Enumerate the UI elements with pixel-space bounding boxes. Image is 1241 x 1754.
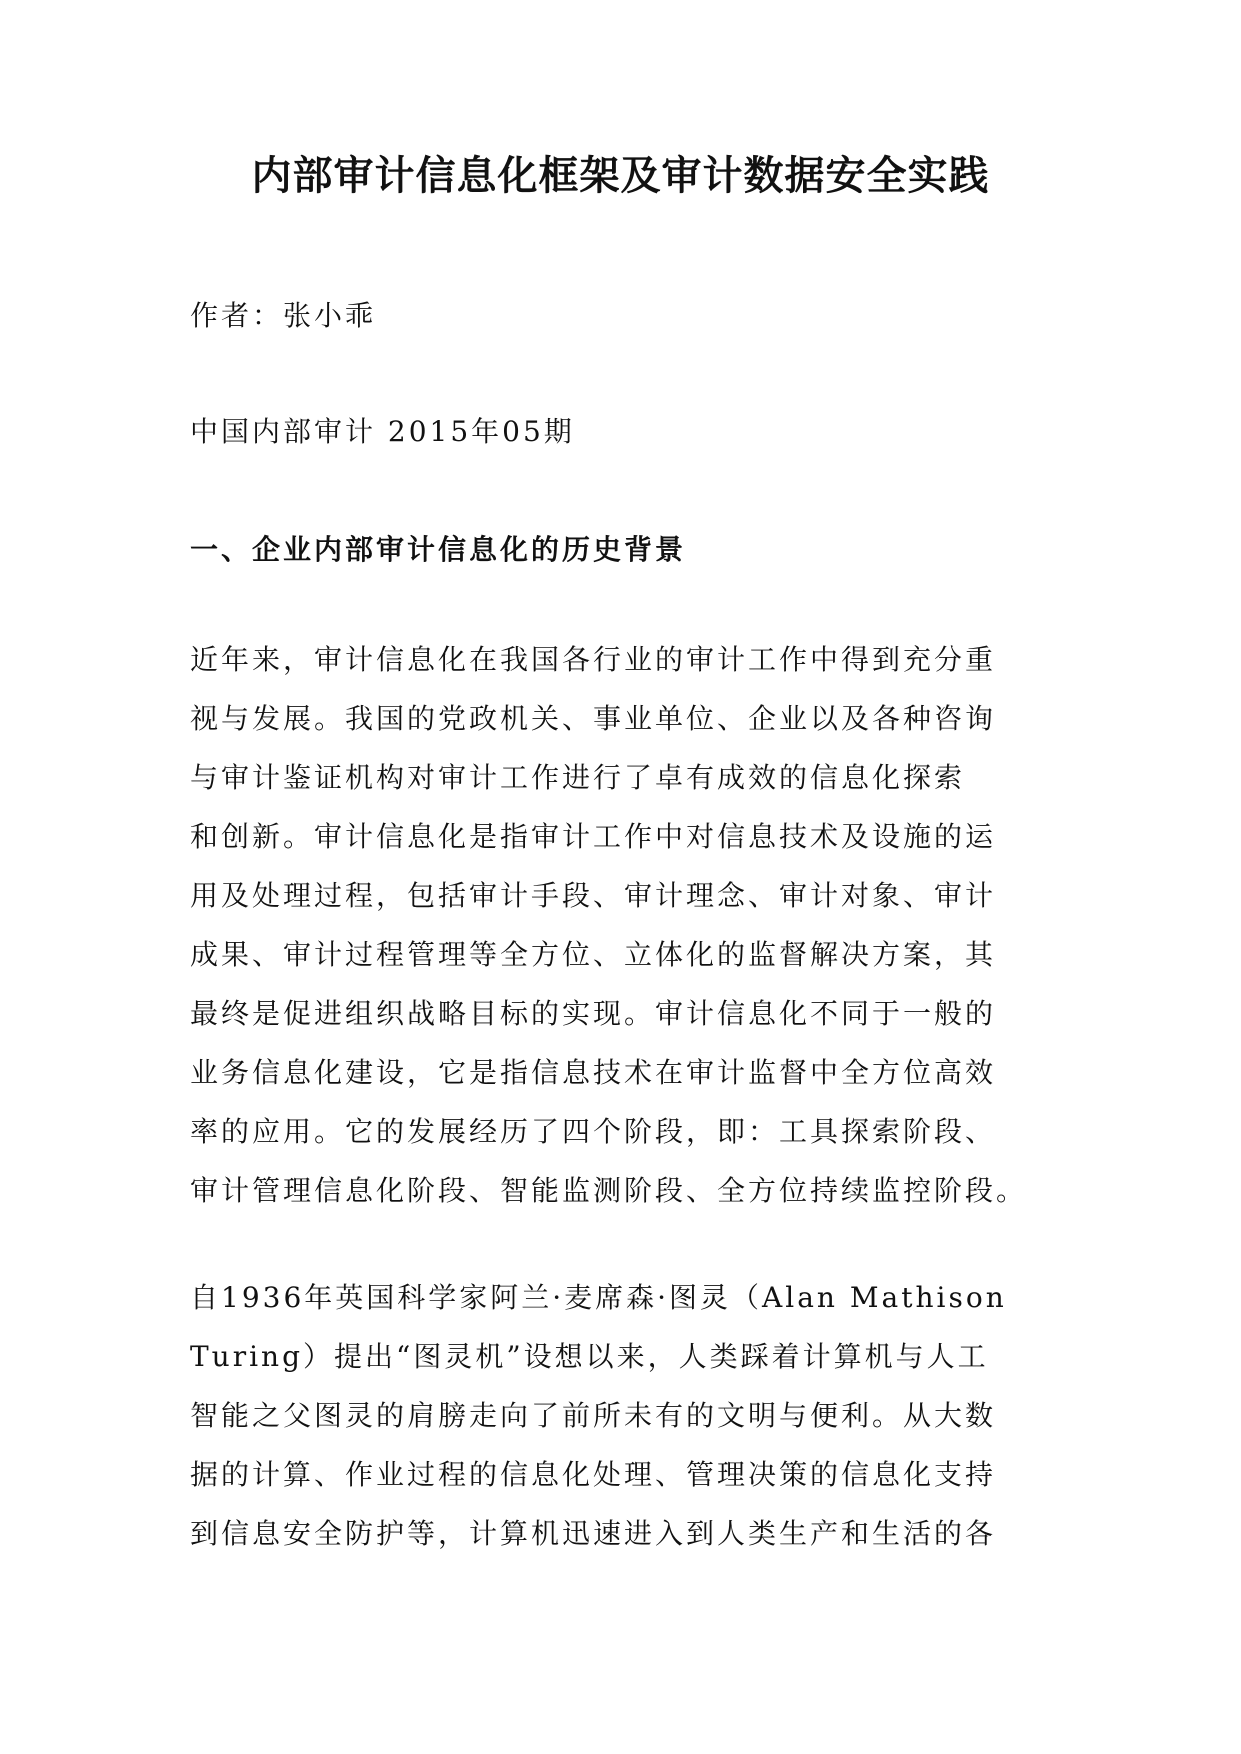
paragraph-line: 成果、审计过程管理等全方位、立体化的监督解决方案，其 xyxy=(190,938,997,971)
paragraph-line: 最终是促进组织战略目标的实现。审计信息化不同于一般的 xyxy=(190,997,997,1030)
document-title: 内部审计信息化框架及审计数据安全实践 xyxy=(251,152,990,199)
journal-line: 中国内部审计 2015年05期 xyxy=(190,415,575,448)
paragraph-line: 自1936年英国科学家阿兰·麦席森·图灵（Alan Mathison xyxy=(190,1281,1007,1314)
paragraph-line: 视与发展。我国的党政机关、事业单位、企业以及各种咨询 xyxy=(190,702,997,735)
paragraph-line: 业务信息化建设，它是指信息技术在审计监督中全方位高效 xyxy=(190,1056,997,1089)
paragraph-line: 率的应用。它的发展经历了四个阶段，即：工具探索阶段、 xyxy=(190,1115,997,1148)
paragraph-line: 据的计算、作业过程的信息化处理、管理决策的信息化支持 xyxy=(190,1458,997,1491)
body-paragraph-2 xyxy=(190,1268,1090,1563)
paragraph-line: 和创新。审计信息化是指审计工作中对信息技术及设施的运 xyxy=(190,820,997,853)
paragraph-line: 近年来，审计信息化在我国各行业的审计工作中得到充分重 xyxy=(190,643,997,676)
author-line: 作者：张小乖 xyxy=(190,299,377,332)
paragraph-line: 智能之父图灵的肩膀走向了前所未有的文明与便利。从大数 xyxy=(190,1399,997,1432)
section-heading: 一、企业内部审计信息化的历史背景 xyxy=(190,533,687,566)
body-paragraph-1 xyxy=(190,630,1090,1220)
paragraph-line: 到信息安全防护等，计算机迅速进入到人类生产和生活的各 xyxy=(190,1517,997,1550)
paragraph-line: Turing）提出“图灵机”设想以来，人类踩着计算机与人工 xyxy=(190,1340,989,1373)
paragraph-line: 用及处理过程，包括审计手段、审计理念、审计对象、审计 xyxy=(190,879,997,912)
paragraph-line: 与审计鉴证机构对审计工作进行了卓有成效的信息化探索 xyxy=(190,761,966,794)
paragraph-line: 审计管理信息化阶段、智能监测阶段、全方位持续监控阶段。 xyxy=(190,1174,1028,1207)
